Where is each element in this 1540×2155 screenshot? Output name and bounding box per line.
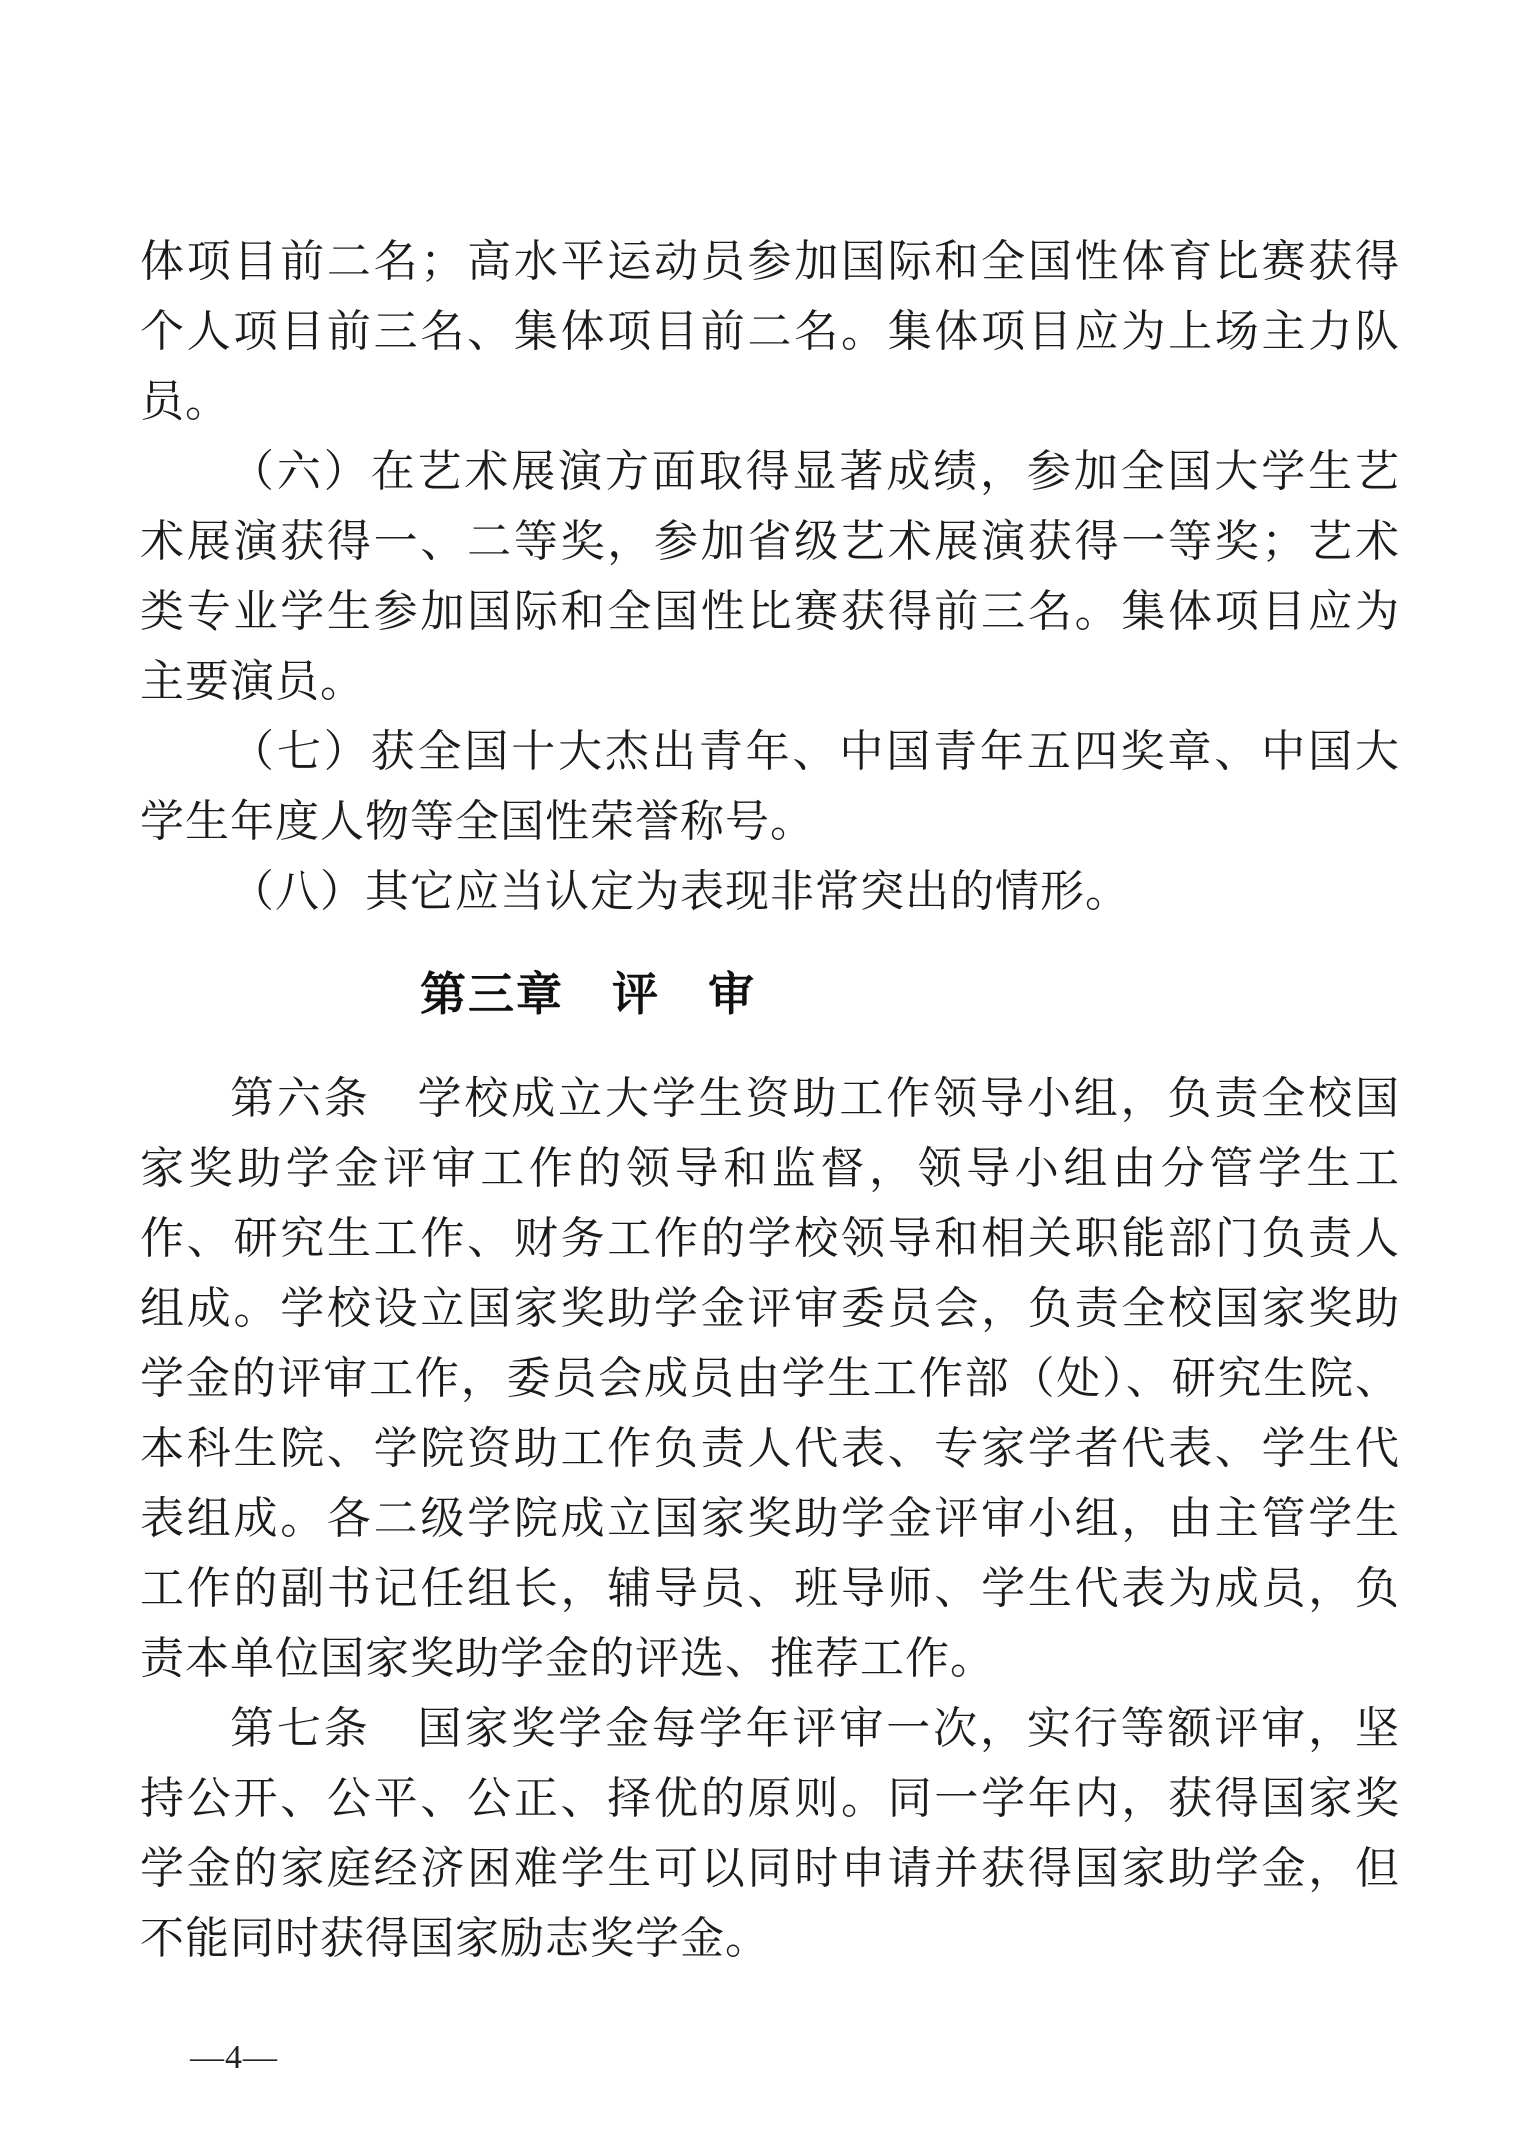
body-line: 主要演员。 [140, 657, 365, 706]
body-line: 个人项目前三名、集体项目前二名。集体项目应为上场主力队 [140, 307, 1400, 356]
body-line: 组成。学校设立国家奖助学金评审委员会，负责全校国家奖助 [140, 1284, 1400, 1333]
body-line: 表组成。各二级学院成立国家奖助学金评审小组，由主管学生 [140, 1494, 1400, 1543]
body-line: （七）获全国十大杰出青年、中国青年五四奖章、中国大 [230, 727, 1400, 776]
body-line: 家奖助学金评审工作的领导和监督，领导小组由分管学生工 [140, 1144, 1400, 1193]
body-line: 第七条 国家奖学金每学年评审一次，实行等额评审，坚 [230, 1704, 1400, 1753]
document-body [140, 227, 1400, 1974]
body-line: 学生年度人物等全国性荣誉称号。 [140, 797, 815, 846]
body-line: 不能同时获得国家励志奖学金。 [140, 1914, 770, 1963]
body-line: 体项目前二名；高水平运动员参加国际和全国性体育比赛获得 [140, 237, 1400, 286]
body-line: 员。 [140, 377, 230, 426]
page-number: —4— [190, 2039, 278, 2076]
body-line: 责本单位国家奖助学金的评选、推荐工作。 [140, 1634, 995, 1683]
body-line: 学金的评审工作，委员会成员由学生工作部（处）、研究生院、 [140, 1354, 1400, 1403]
body-line: 工作的副书记任组长，辅导员、班导师、学生代表为成员，负 [140, 1564, 1400, 1613]
body-line: （六）在艺术展演方面取得显著成绩，参加全国大学生艺 [230, 447, 1400, 496]
body-line: （八）其它应当认定为表现非常突出的情形。 [230, 867, 1130, 916]
body-line: 持公开、公平、公正、择优的原则。同一学年内，获得国家奖 [140, 1774, 1400, 1823]
body-line: 本科生院、学院资助工作负责人代表、专家学者代表、学生代 [140, 1424, 1400, 1473]
body-line: 作、研究生工作、财务工作的学校领导和相关职能部门负责人 [140, 1214, 1400, 1263]
chapter-heading: 第三章 评 审 [420, 968, 756, 1020]
body-line: 术展演获得一、二等奖，参加省级艺术展演获得一等奖；艺术 [140, 517, 1400, 566]
body-line: 类专业学生参加国际和全国性比赛获得前三名。集体项目应为 [140, 587, 1400, 636]
body-line: 学金的家庭经济困难学生可以同时申请并获得国家助学金，但 [140, 1844, 1400, 1893]
body-line: 第六条 学校成立大学生资助工作领导小组，负责全校国 [230, 1074, 1400, 1123]
